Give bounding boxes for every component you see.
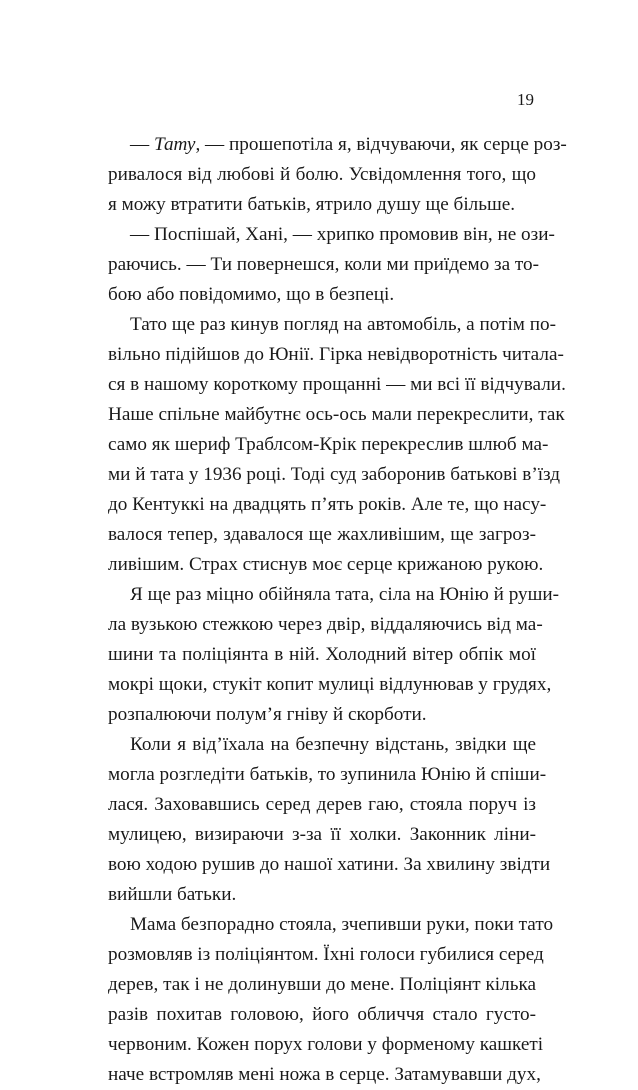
text-line: ся в нашому короткому прощанні — ми всі її відчували. xyxy=(108,374,566,395)
text-line: могла розгледіти батьків, то зупинила Юнію й спіши- xyxy=(108,764,547,785)
text-line: я можу втратити батьків, ятрило душу ще більше. xyxy=(108,194,516,215)
text-line: Тато ще раз кинув погляд на автомобіль, а потім по- xyxy=(130,314,557,335)
text-line: Наше спільне майбутнє ось-ось мали перекреслити, так xyxy=(108,404,565,425)
text-line: шини та поліціянта в ній. Холодний вітер обпік мої xyxy=(108,644,536,665)
text-line: само як шериф Траблсом-Крік перекреслив шлюб ма- xyxy=(108,434,549,455)
text-line: ривалося від любові й болю. Усвідомлення того, що xyxy=(108,164,536,185)
text-line: червоним. Кожен порух голови у форменому кашкеті xyxy=(108,1034,544,1055)
page-number: 19 xyxy=(517,90,534,109)
text-line: лася. Заховавшись серед дерев гаю, стояла поруч із xyxy=(108,794,536,815)
emphasized-word: Тату xyxy=(153,134,196,155)
text-line: бою або повідомимо, що в безпеці. xyxy=(108,284,395,305)
text-line: розмовляв із поліціянтом. Їхні голоси губилися серед xyxy=(108,944,544,965)
text-line: валося тепер, здавалося ще жахливішим, ще загроз- xyxy=(108,524,536,545)
text-line: разів похитав головою, його обличчя стало густо- xyxy=(108,1004,536,1025)
text-line: вийшли батьки. xyxy=(108,884,237,905)
text-line: вою ходою рушив до нашої хатини. За хвилину звідти xyxy=(108,854,551,875)
text-line: Коли я від’їхала на безпечну відстань, звідки ще xyxy=(130,734,536,755)
body-text xyxy=(108,130,567,1090)
text-line: вільно підійшов до Юнії. Гірка невідворотність читала- xyxy=(108,344,564,365)
text-line: Я ще раз міцно обійняла тата, сіла на Юнію й руши- xyxy=(130,584,560,605)
text-line: ла вузькою стежкою через двір, віддаляючись від ма- xyxy=(108,614,543,635)
text-line: розпалюючи полум’я гніву й скорботи. xyxy=(108,704,427,725)
text-line: ливішим. Страх стиснув моє серце крижаною рукою. xyxy=(108,554,544,575)
text-line: наче встромляв мені ножа в серце. Затамувавши дух, xyxy=(108,1064,541,1085)
text-line: ми й тата у 1936 році. Тоді суд заборонив батькові в’їзд xyxy=(108,464,561,485)
text-line: до Кентуккі на двадцять п’ять років. Але те, що насу- xyxy=(108,494,547,515)
text-line: мокрі щоки, стукіт копит мулиці відлунював у грудях, xyxy=(108,674,552,695)
text-line: — Поспішай, Хані, — хрипко промовив він, не ози- xyxy=(130,224,555,245)
text-line: — Тату, — прошепотіла я, відчуваючи, як серце роз- xyxy=(130,134,567,155)
text-line: Мама безпорадно стояла, зчепивши руки, поки тато xyxy=(130,914,554,935)
text-line: дерев, так і не долинувши до мене. Поліціянт кілька xyxy=(108,974,536,995)
text-line: раючись. — Ти повернешся, коли ми приїдемо за то- xyxy=(108,254,540,275)
text-line: мулицею, визираючи з-за її холки. Законник ліни- xyxy=(108,824,536,845)
